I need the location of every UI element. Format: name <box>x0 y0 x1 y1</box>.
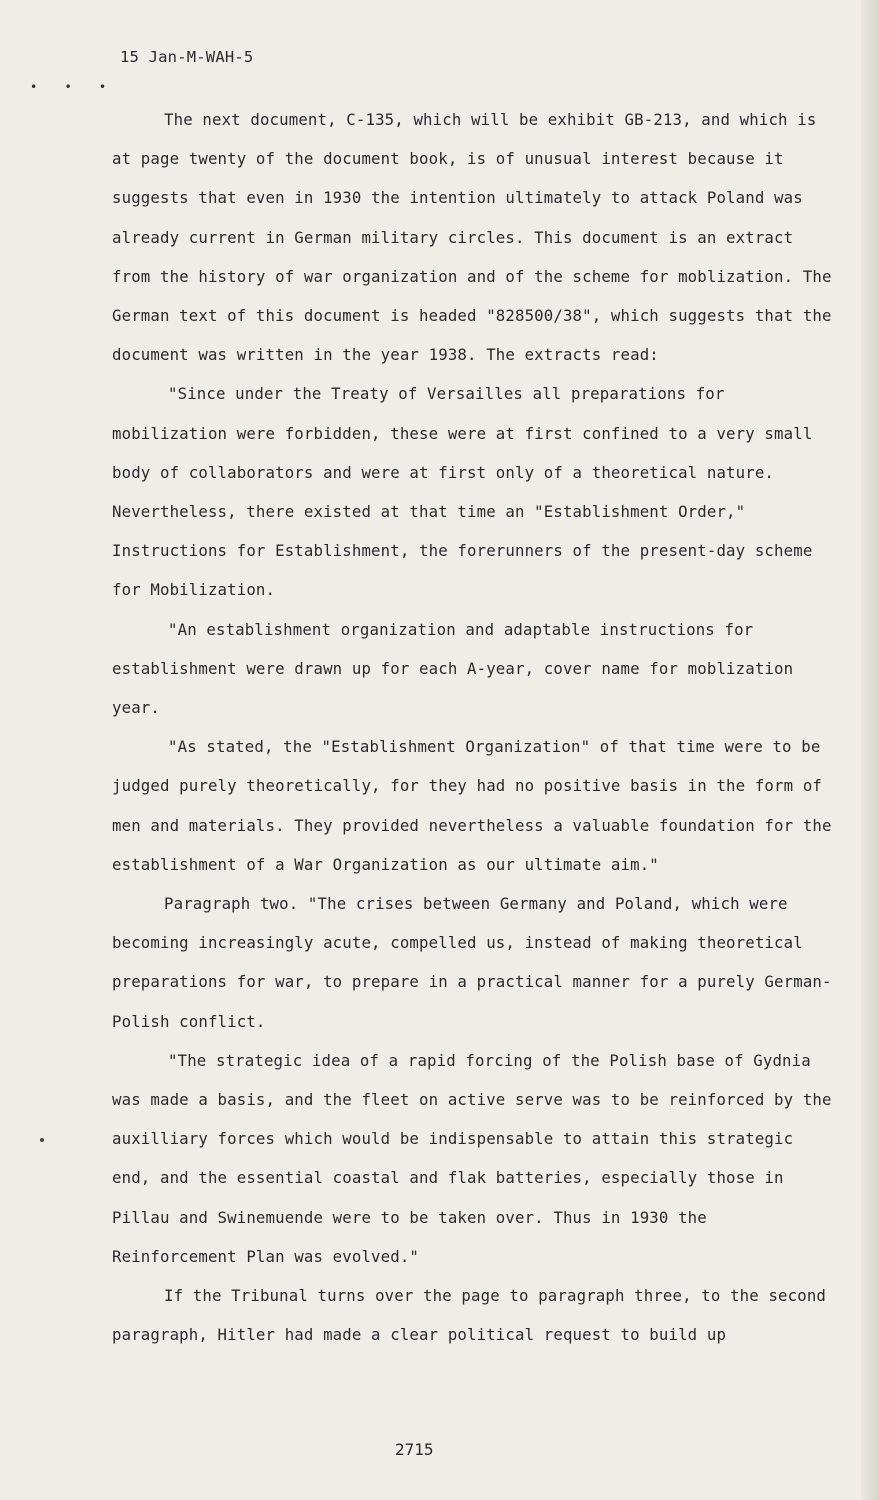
document-reference: 15 Jan-M-WAH-5 <box>120 48 254 66</box>
ink-dot <box>40 1138 44 1142</box>
transcript-body <box>112 100 834 1355</box>
page-number: 2715 <box>395 1440 434 1459</box>
paragraph-two: Paragraph two. "The crises between Germany and Poland, which were becoming increasingly acute, compelled us, instead of making theoretical preparations for war, to prepare in a practical manner for a purely German-Polish conflict. <box>112 894 832 1031</box>
paragraph-tribunal: If the Tribunal turns over the page to paragraph three, to the second paragraph, Hitler had made a clear political request to build up <box>112 1286 827 1345</box>
paragraph-intro: The next document, C-135, which will be exhibit GB-213, and which is at page twenty of the document book, is of unusual interest because it suggests that even in 1930 the intention ultimately to attack Poland was already current in German military circles. This document is an extract from the history of war organization and of the scheme for moblization. The German text of this document is headed "828500/38", which suggests that the document was written in the year 1938. The extracts read: <box>112 110 832 365</box>
paragraph-quote-versailles: "Since under the Treaty of Versailles all preparations for mobilization were forbidden, these were at first confined to a very small body of collaborators and were at first only of a theoretical nature. Nevertheless, there existed at that time an "Establishment Order," Instructions for Establishment, the forerunners of the present-day scheme for Mobilization. <box>112 384 813 600</box>
paragraph-quote-theoretical: "As stated, the "Establishment Organization" of that time were to be judged purely theoretically, for they had no positive basis in the form of men and materials. They provided nevertheless a valuable foundation for the establishment of a War Organization as our ultimate aim." <box>112 737 832 874</box>
page-edge <box>861 0 879 1500</box>
paragraph-quote-establishment: "An establishment organization and adaptable instructions for establishment were drawn up for each A-year, cover name for moblization year. <box>112 619 794 718</box>
paragraph-quote-gydnia: "The strategic idea of a rapid forcing of the Polish base of Gydnia was made a basis, and the fleet on active serve was to be reinforced by the auxilliary forces which would be indispensable to attain this strategic end, and the essential coastal and flak batteries, especially those in Pillau and Swinemuende were to be taken over. Thus in 1930 the Reinforcement Plan was evolved." <box>112 1050 832 1266</box>
margin-marks: • • • <box>30 80 117 94</box>
